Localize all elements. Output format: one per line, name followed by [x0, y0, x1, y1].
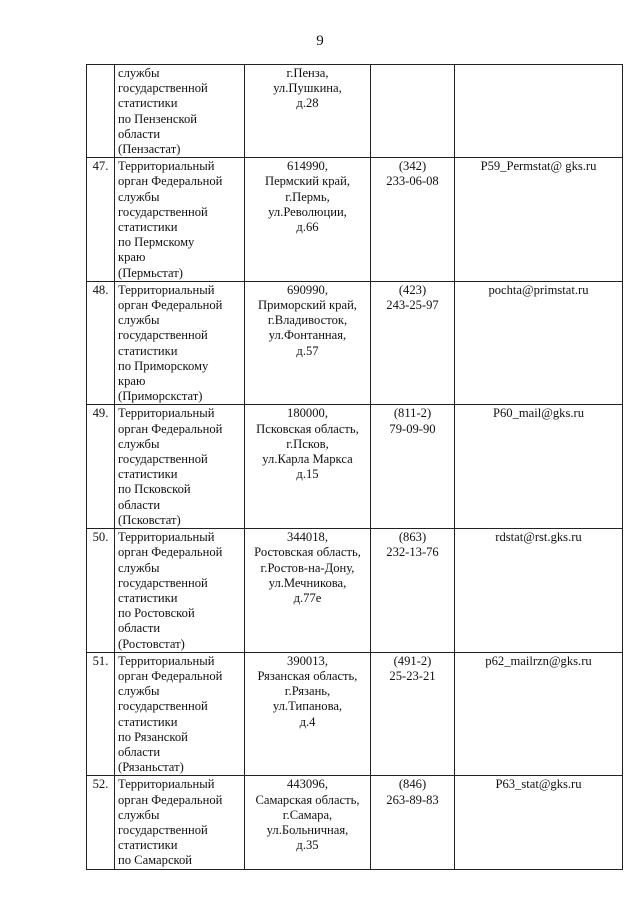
organization-name-line: орган Федеральной [118, 174, 223, 189]
email-cell [455, 65, 623, 158]
address-line: Пермский край, [265, 174, 350, 189]
organization-name-line: орган Федеральной [118, 668, 223, 683]
organization-name-cell [115, 529, 245, 653]
row-number: 49. [87, 405, 115, 529]
organization-name-cell [115, 158, 245, 282]
organization-name-line: по Приморскому [118, 358, 209, 373]
organization-name-line: (Рязаньстат) [118, 760, 184, 775]
organization-name-cell [115, 65, 245, 158]
phone-cell [371, 529, 455, 653]
email-cell [455, 652, 623, 776]
table-row [87, 776, 623, 869]
organization-name-line: статистики [118, 343, 178, 358]
organization-name-line: статистики [118, 96, 178, 111]
organization-name-line: статистики [118, 220, 178, 235]
address-line: г.Владивосток, [267, 313, 348, 328]
organization-name-line: службы [118, 684, 160, 699]
address-line: ул.Фонтанная, [268, 328, 347, 343]
phone-line: 263-89-83 [386, 792, 439, 807]
organization-name-line: (Ростовстат) [118, 636, 185, 651]
address-line: г.Самара, [282, 807, 333, 822]
organization-name-line: (Пермьстат) [118, 265, 183, 280]
address-line: д.15 [296, 467, 319, 482]
organization-name-line: статистики [118, 838, 178, 853]
organization-name-line: области [118, 497, 161, 512]
address-line: Приморский край, [258, 298, 357, 313]
organization-name-line: области [118, 744, 161, 759]
organization-name-line: Территориальный [118, 530, 215, 545]
address-line: ул.Карла Маркса [262, 452, 353, 467]
address-line: г.Пенза, [286, 66, 329, 80]
organization-name-line: орган Федеральной [118, 792, 223, 807]
organization-name-line: (Псковстат) [118, 512, 181, 527]
organization-name-line: по Пензенской [118, 111, 198, 126]
phone-line: 79-09-90 [389, 421, 436, 436]
address-cell [245, 281, 371, 405]
phone-line: (846) [398, 777, 427, 792]
table-row [87, 65, 623, 158]
row-number: 47. [87, 158, 115, 282]
organization-name-line: Территориальный [118, 777, 215, 792]
organization-name-line: службы [118, 807, 160, 822]
address-line: 614990, [287, 159, 328, 174]
organization-name-line: орган Федеральной [118, 421, 223, 436]
phone-line: (491-2) [393, 653, 432, 668]
organization-name-line: государственной [118, 204, 208, 219]
organization-name-line: Территориальный [118, 653, 215, 668]
phone-line: (863) [398, 530, 427, 545]
organization-name-cell [115, 405, 245, 529]
organization-name-line: государственной [118, 328, 208, 343]
page-number: 9 [316, 33, 324, 49]
phone-line: 243-25-97 [386, 298, 439, 313]
phone-cell [371, 158, 455, 282]
organization-name-line: Территориальный [118, 406, 215, 421]
organization-name-cell [115, 776, 245, 869]
organization-name-line: Территориальный [118, 159, 215, 174]
organization-name-line: по Рязанской [118, 729, 188, 744]
address-line: ул.Революции, [268, 204, 347, 219]
address-line: 443096, [287, 777, 328, 792]
table-row [87, 281, 623, 405]
organization-name-line: орган Федеральной [118, 545, 223, 560]
organization-name-line: (Приморскстат) [118, 389, 203, 404]
address-line: д.28 [296, 96, 319, 111]
organization-name-line: статистики [118, 467, 178, 482]
address-line: 690990, [287, 282, 328, 297]
organization-name-line: статистики [118, 714, 178, 729]
organization-name-line: по Ростовской [118, 606, 195, 621]
address-line: 180000, [287, 406, 328, 421]
address-line: д.66 [296, 220, 319, 235]
email-address: P59_Permstat@ gks.ru [480, 159, 597, 174]
email-cell [455, 529, 623, 653]
organization-name-line: государственной [118, 452, 208, 467]
organization-name-line: государственной [118, 575, 208, 590]
phone-cell [371, 405, 455, 529]
table-row [87, 529, 623, 653]
address-cell [245, 405, 371, 529]
phone-line: (423) [398, 282, 427, 297]
email-cell [455, 281, 623, 405]
address-cell [245, 529, 371, 653]
organization-name-cell [115, 281, 245, 405]
email-cell [455, 158, 623, 282]
table-body [87, 65, 623, 870]
phone-line: 25-23-21 [389, 668, 436, 683]
address-cell [245, 65, 371, 158]
address-cell [245, 776, 371, 869]
organization-name-line: службы [118, 66, 160, 80]
phone-cell [371, 652, 455, 776]
organization-name-line: службы [118, 313, 160, 328]
address-line: 390013, [287, 653, 328, 668]
email-cell [455, 405, 623, 529]
address-line: ул.Пушкина, [273, 81, 342, 96]
address-line: Псковская область, [256, 421, 359, 436]
address-line: д.4 [299, 714, 316, 729]
phone-line: (811-2) [393, 406, 432, 421]
address-cell [245, 652, 371, 776]
organization-name-line: службы [118, 189, 160, 204]
organization-name-line: области [118, 621, 161, 636]
organization-name-cell [115, 652, 245, 776]
email-address: p62_mailrzn@gks.ru [485, 653, 592, 668]
organization-name-line: Территориальный [118, 282, 215, 297]
email-address: pochta@primstat.ru [488, 282, 589, 297]
email-address: rdstat@rst.gks.ru [495, 530, 582, 545]
address-line: Рязанская область, [257, 668, 358, 683]
address-line: г.Рязань, [284, 684, 331, 699]
row-number: 51. [87, 652, 115, 776]
row-number: 52. [87, 776, 115, 869]
address-line: д.35 [296, 838, 319, 853]
row-number: 48. [87, 281, 115, 405]
organization-name-line: (Пензастат) [118, 142, 181, 157]
organization-name-line: государственной [118, 699, 208, 714]
organization-name-line: краю [118, 250, 146, 265]
address-line: д.77е [293, 590, 322, 605]
row-number [87, 65, 115, 158]
organization-name-line: области [118, 126, 161, 141]
phone-cell [371, 776, 455, 869]
email-address: P60_mail@gks.ru [492, 406, 584, 421]
address-cell [245, 158, 371, 282]
phone-line: 233-06-08 [386, 174, 439, 189]
organizations-table [86, 64, 623, 870]
row-number: 50. [87, 529, 115, 653]
organization-name-line: статистики [118, 590, 178, 605]
address-line: г.Пермь, [285, 189, 330, 204]
organization-name-line: государственной [118, 81, 208, 96]
email-address: P63_stat@gks.ru [495, 777, 582, 792]
phone-cell [371, 281, 455, 405]
table-row [87, 158, 623, 282]
address-line: г.Ростов-на-Дону, [260, 560, 355, 575]
organization-name-line: краю [118, 374, 146, 389]
phone-cell [371, 65, 455, 158]
table-row [87, 405, 623, 529]
phone-line: 232-13-76 [386, 545, 439, 560]
address-line: ул.Типанова, [272, 699, 343, 714]
organization-name-line: по Пермскому [118, 235, 195, 250]
email-cell [455, 776, 623, 869]
organization-name-line: орган Федеральной [118, 298, 223, 313]
organization-name-line: по Самарской [118, 853, 193, 868]
organization-name-line: по Псковской [118, 482, 191, 497]
address-line: ул.Больничная, [266, 822, 349, 837]
address-line: Самарская область, [255, 792, 360, 807]
address-line: г.Псков, [286, 436, 329, 451]
address-line: Ростовская область, [254, 545, 361, 560]
address-line: 344018, [287, 530, 328, 545]
address-line: ул.Мечникова, [268, 575, 347, 590]
organization-name-line: службы [118, 560, 160, 575]
organization-name-line: государственной [118, 822, 208, 837]
table-row [87, 652, 623, 776]
organization-name-line: службы [118, 436, 160, 451]
phone-line: (342) [398, 159, 427, 174]
address-line: д.57 [296, 343, 319, 358]
